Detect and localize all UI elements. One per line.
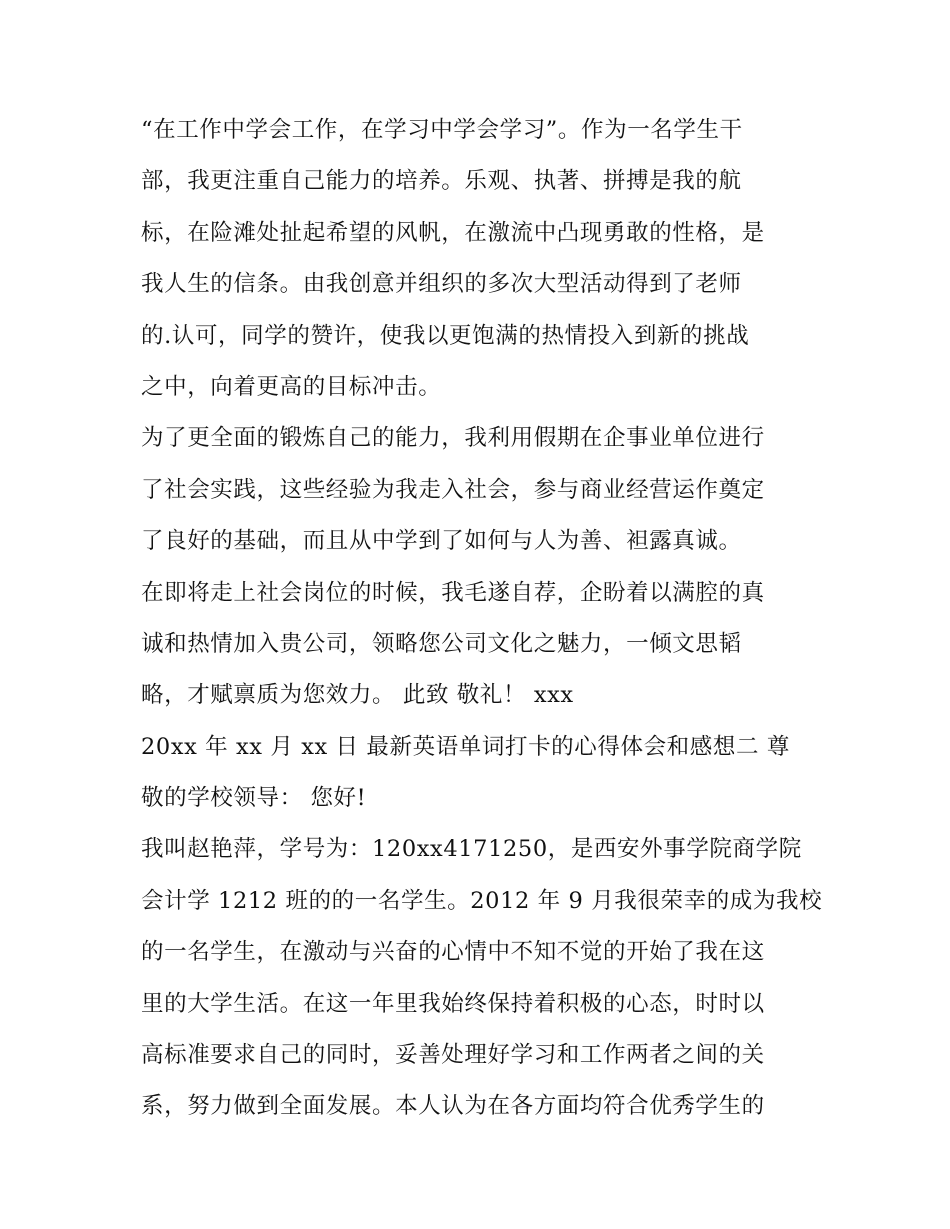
text-line: 在即将走上社会岗位的时候，我毛遂自荐，企盼着以满腔的真: [141, 579, 765, 606]
text-line: 为了更全面的锻炼自己的能力，我利用假期在企事业单位进行: [141, 425, 765, 452]
text-line: 的.认可，同学的赞许，使我以更饱满的热情投入到新的挑战: [141, 322, 750, 349]
text-line: 会计学 1212 班的的一名学生。2012 年 9 月我很荣幸的成为我校: [141, 887, 823, 914]
text-line: 了良好的基础，而且从中学到了如何与人为善、袒露真诚。: [141, 528, 742, 555]
body-text: [141, 105, 821, 1133]
text-line: 了社会实践，这些经验为我走入社会，参与商业经营运作奠定: [141, 476, 765, 503]
text-line: 我人生的信条。由我创意并组织的多次大型活动得到了老师: [141, 271, 742, 298]
text-line: 的一名学生，在激动与兴奋的心情中不知不觉的开始了我在这: [141, 939, 765, 966]
text-line: 之中，向着更高的目标冲击。: [141, 373, 442, 400]
text-line: 20xx 年 xx 月 xx 日 最新英语单词打卡的心得体会和感想二 尊: [141, 733, 790, 760]
text-line: 里的大学生活。在这一年里我始终保持着积极的心态，时时以: [141, 990, 765, 1017]
text-line: 标，在险滩处扯起希望的风帆，在激流中凸现勇敢的性格，是: [141, 219, 765, 246]
text-line: 敬的学校领导： 您好!: [141, 785, 367, 812]
text-line: 系，努力做到全面发展。本人认为在各方面均符合优秀学生的: [141, 1093, 765, 1120]
text-line: “在工作中学会工作，在学习中学会学习”。作为一名学生干: [141, 117, 743, 143]
text-line: 高标准要求自己的同时，妥善处理好学习和工作两者之间的关: [141, 1042, 765, 1069]
text-line: 我叫赵艳萍，学号为：120xx4171250，是西安外事学院商学院: [141, 836, 802, 863]
text-line: 部，我更注重自己能力的培养。乐观、执著、拼搏是我的航: [141, 168, 742, 195]
text-line: 略，才赋禀质为您效力。 此致 敬礼！ xxx: [141, 682, 574, 709]
text-line: 诚和热情加入贵公司，领略您公司文化之魅力，一倾文思韬: [141, 630, 742, 657]
